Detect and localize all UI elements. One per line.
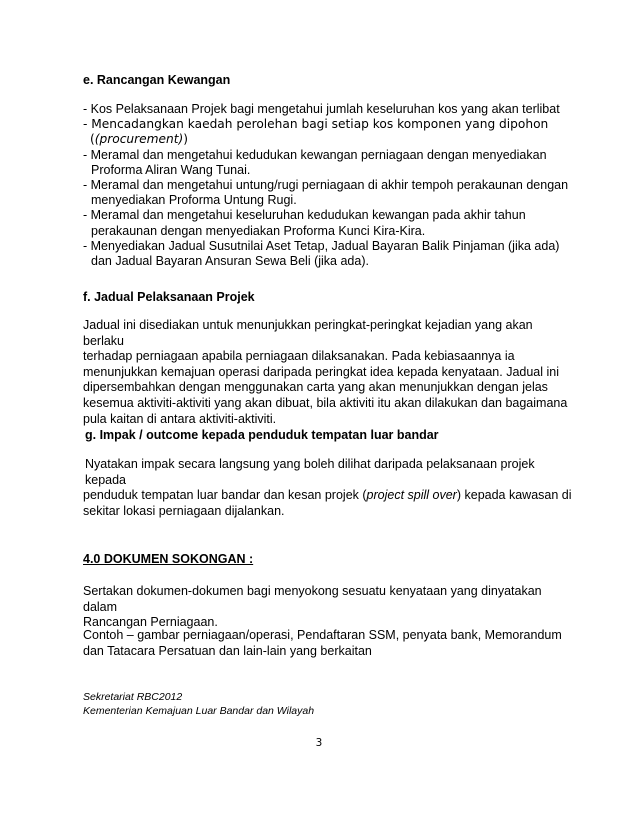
section-f-line: menunjukkan kemajuan operasi daripada peringkat idea kepada kenyataan. Jadual ini bbox=[83, 364, 560, 379]
bullet-aliran-wang-cont: Proforma Aliran Wang Tunai. bbox=[91, 162, 251, 177]
section-g-line bbox=[83, 488, 573, 504]
section-f-line: kesemua aktiviti-aktiviti yang akan dibuat, bila aktiviti itu akan dilakukan dan bagaimana bbox=[83, 395, 568, 410]
section-4-heading: 4.0 DOKUMEN SOKONGAN : bbox=[83, 552, 254, 566]
spill-over-term: project spill over bbox=[366, 488, 457, 503]
section-4-para2 bbox=[83, 628, 573, 659]
section-f-line: Jadual ini disediakan untuk menunjukkan peringkat-peringkat kejadian yang akan berlaku bbox=[83, 318, 533, 348]
bullet-kunci-kira: - Meramal dan mengetahui keseluruhan kedudukan kewangan pada akhir tahun bbox=[83, 208, 526, 223]
footer-ministry: Kementerian Kemajuan Luar Bandar dan Wilayah bbox=[83, 705, 315, 717]
bullet-kaedah-perolehan: - Mencadangkan kaedah perolehan bagi setiap kos komponen yang dipohon bbox=[83, 117, 549, 132]
footer bbox=[83, 690, 314, 718]
footer-secretariat: Sekretariat RBC2012 bbox=[83, 691, 183, 703]
section-4-para2-line: Contoh – gambar perniagaan/operasi, Pendaftaran SSM, penyata bank, Memorandum bbox=[83, 628, 562, 642]
section-f-line: pula kaitan di antara aktiviti-aktiviti. bbox=[83, 411, 277, 426]
section-g-paragraph bbox=[83, 457, 573, 519]
section-f-heading: f. Jadual Pelaksanaan Projek bbox=[83, 290, 255, 304]
bullet-jadual-susutnilai: - Menyediakan Jadual Susutnilai Aset Tetap, Jadual Bayaran Balik Pinjaman (jika ada) bbox=[83, 238, 560, 253]
bullet-aliran-wang: - Meramal dan mengetahui kedudukan kewangan perniagaan dengan menyediakan bbox=[83, 147, 547, 162]
bullet-kos-pelaksanaan: - Kos Pelaksanaan Projek bagi mengetahui jumlah keseluruhan kos yang akan terlibat bbox=[83, 102, 560, 116]
section-4-para1-line: Sertakan dokumen-dokumen bagi menyokong sesuatu kenyataan yang dinyatakan dalam bbox=[83, 584, 542, 614]
section-g-text: ) kepada kawasan di bbox=[456, 488, 572, 503]
section-4-para2-line: dan Tatacara Persatuan dan lain-lain yang berkaitan bbox=[83, 643, 372, 658]
section-f-paragraph bbox=[83, 318, 573, 427]
page-number: 3 bbox=[315, 737, 323, 749]
section-g-line: Nyatakan impak secara langsung yang boleh dilihat daripada pelaksanaan projek kepada bbox=[85, 457, 535, 487]
section-4-para1-line: Rancangan Perniagaan. bbox=[83, 615, 218, 630]
bullet-procurement: ((procurement)) bbox=[90, 132, 189, 147]
bullet-jadual-susutnilai-cont: dan Jadual Bayaran Ansuran Sewa Beli (jika ada). bbox=[91, 254, 369, 269]
section-g-line: sekitar lokasi perniagaan dijalankan. bbox=[83, 503, 285, 518]
procurement-term: (procurement) bbox=[94, 132, 184, 147]
bullet-untung-rugi: - Meramal dan mengetahui untung/rugi perniagaan di akhir tempoh perakaunan dengan bbox=[83, 178, 569, 193]
bullet-untung-rugi-cont: menyediakan Proforma Untung Rugi. bbox=[91, 193, 297, 208]
section-g-heading: g. Impak / outcome kepada penduduk tempatan luar bandar bbox=[85, 428, 439, 442]
section-e-heading: e. Rancangan Kewangan bbox=[83, 73, 231, 87]
section-f-line: dipersembahkan dengan menggunakan carta yang akan menunjukkan dengan jelas bbox=[83, 380, 548, 395]
section-e-bullets bbox=[83, 102, 573, 269]
section-f-line: terhadap perniagaan apabila perniagaan dilaksanakan. Pada kebiasaannya ia bbox=[83, 349, 515, 364]
bullet-kunci-kira-cont: perakaunan dengan menyediakan Proforma Kunci Kira-Kira. bbox=[91, 223, 426, 238]
section-4-para1 bbox=[83, 584, 573, 631]
section-g-text: penduduk tempatan luar bandar dan kesan projek ( bbox=[83, 488, 367, 503]
